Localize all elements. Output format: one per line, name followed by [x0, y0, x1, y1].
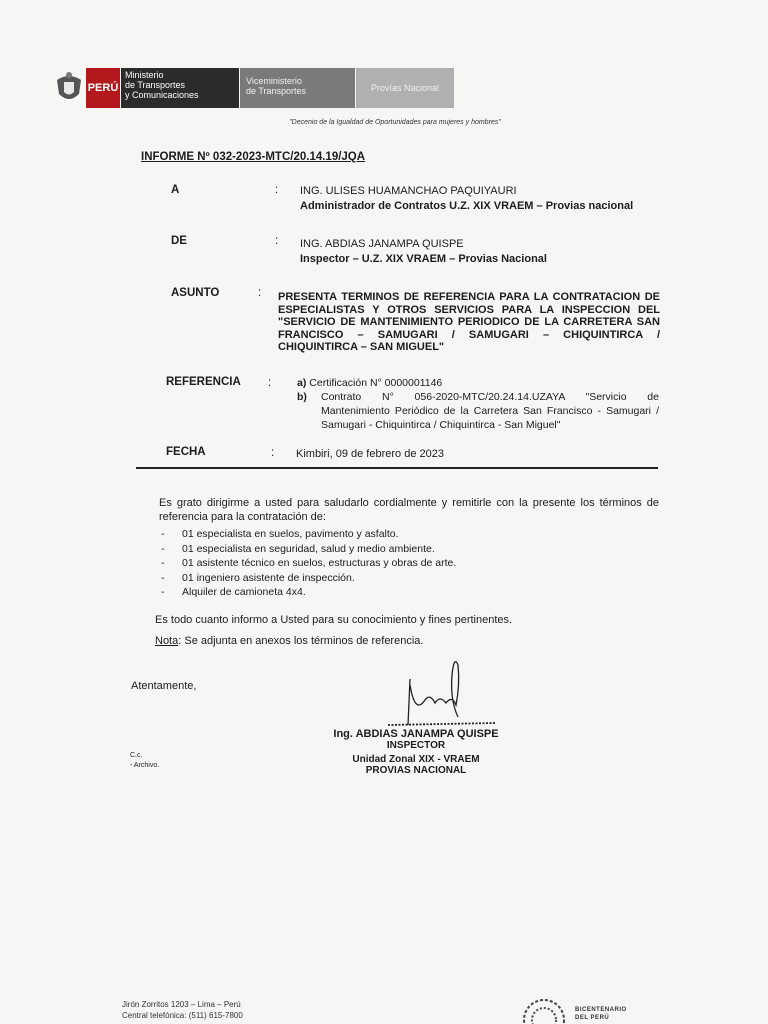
decade-motto: "Decenio de la Igualdad de Oportunidades para mujeres y hombres" — [289, 119, 501, 126]
from-label: DE — [171, 235, 187, 247]
bicentenary-logo-icon — [518, 994, 570, 1024]
viceministry-line: de Transportes — [246, 86, 307, 96]
reference-b-text: Contrato N° 056-2020-MTC/20.24.14.UZAYA "Servicio de Mantenimiento Periódico de la Carretera San Francisco - Samugari / Samugari - Chiquintirca / Chiquintirca - San Miguel" — [321, 391, 659, 431]
reference-a-marker: a) — [297, 377, 307, 389]
bicentenary-line: DEL PERÚ — [575, 1015, 610, 1021]
reference-block — [297, 376, 659, 432]
signer-org: PROVIAS NACIONAL — [365, 765, 467, 776]
ministry-line: de Transportes — [125, 80, 186, 90]
ministry-label — [121, 68, 239, 108]
items-list — [161, 527, 456, 600]
reference-label: REFERENCIA — [166, 376, 241, 388]
ministry-line: Ministerio — [125, 70, 164, 80]
coat-of-arms-logo — [54, 70, 84, 106]
date-value: Kimbiri, 09 de febrero de 2023 — [296, 448, 444, 460]
intro-paragraph: Es grato dirigirme a usted para saludarlo cordialmente y remitirle con la presente los términos de referencia para la contratación de: — [159, 497, 659, 523]
peru-label: PERÚ — [86, 68, 120, 108]
cc-label: C.c. — [130, 752, 143, 759]
list-item: - 01 especialista en seguridad, salud y medio ambiente. — [161, 542, 456, 557]
to-role: Administrador de Contratos U.Z. XIX VRAEM – Provias nacional — [300, 200, 634, 212]
note-text: : Se adjunta en anexos los términos de referencia. — [178, 635, 424, 647]
signer-name: Ing. ABDIAS JANAMPA QUISPE — [333, 728, 499, 740]
ministry-line: y Comunicaciones — [125, 90, 199, 100]
signature-block — [330, 728, 502, 776]
salutation: Atentamente, — [131, 680, 197, 692]
colon: : — [275, 184, 279, 196]
signer-unit: Unidad Zonal XIX - VRAEM — [352, 754, 480, 765]
list-item: - 01 ingeniero asistente de inspección. — [161, 571, 456, 586]
reference-b — [297, 390, 659, 432]
viceministry-label — [240, 68, 355, 108]
phone-line: Central telefónica: (511) 615-7800 — [122, 1011, 243, 1020]
cc-item: - Archivo. — [130, 762, 160, 769]
to-label: A — [171, 184, 180, 196]
viceministry-line: Viceministerio — [246, 76, 302, 86]
note-label: Nota — [155, 635, 179, 647]
footer-address — [122, 999, 243, 1021]
from-name: ING. ABDIAS JANAMPA QUISPE — [300, 238, 464, 250]
bicentenary-text — [575, 1006, 627, 1022]
reference-a — [297, 376, 659, 390]
colon: : — [268, 377, 272, 389]
list-item: - 01 especialista en suelos, pavimento y asfalto. — [161, 527, 456, 542]
colon: : — [258, 287, 262, 299]
colon: : — [275, 235, 279, 247]
to-value — [300, 184, 660, 214]
signer-title: INSPECTOR — [386, 740, 446, 751]
address-line: Jirón Zorritos 1203 – Lima – Perú — [122, 1000, 241, 1009]
bicentenary-line: BICENTENARIO — [575, 1007, 627, 1013]
closing-sentence: Es todo cuanto informo a Usted para su conocimiento y fines pertinentes. — [155, 614, 513, 626]
from-role: Inspector – U.Z. XIX VRAEM – Provias Nacional — [300, 253, 547, 265]
subject-text: PRESENTA TERMINOS DE REFERENCIA PARA LA CONTRATACION DE ESPECIALISTAS Y OTROS SERVICIOS PARA LA INSPECCION DEL "SERVICIO DE MANTENIMIENTO PERIODICO DE LA CARRETERA SAN FRANCISCO – SAMUGARI / SAMUGARI – CHIQUINTIRCA / CHIQUINTIRCA – SAN MIGUEL" — [278, 291, 660, 353]
from-value — [300, 237, 660, 267]
provias-label: Provías Nacional — [356, 68, 454, 108]
list-item: - Alquiler de camioneta 4x4. — [161, 585, 456, 600]
reference-a-text: Certificación N° 0000001146 — [309, 377, 443, 389]
to-name: ING. ULISES HUAMANCHAO PAQUIYAURI — [300, 185, 517, 197]
colon: : — [271, 447, 275, 459]
note-line — [155, 634, 423, 648]
header-divider — [136, 467, 658, 469]
carbon-copy — [130, 751, 159, 771]
reference-b-marker: b) — [297, 391, 307, 403]
date-label: FECHA — [166, 446, 206, 458]
list-item: - 01 asistente técnico en suelos, estructuras y obras de arte. — [161, 556, 456, 571]
subject-label: ASUNTO — [171, 287, 220, 299]
handwritten-signature — [380, 655, 500, 730]
report-number: INFORME Nº 032-2023-MTC/20.14.19/JQA — [141, 151, 366, 163]
